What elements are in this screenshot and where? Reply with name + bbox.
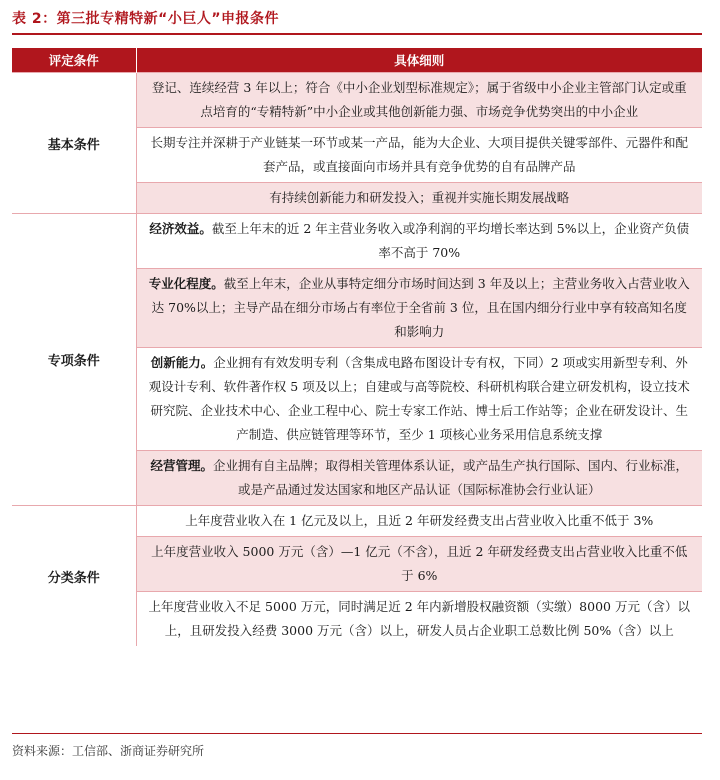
detail-cell [136,506,702,537]
detail-text: 上年度营业收入在 1 亿元及以上，且近 2 年研发经费支出占营业收入比重不低于 3% [185,513,654,528]
source-note: 资料来源：工信部、浙商证券研究所 [12,744,205,758]
detail-lead: 专业化程度。 [148,276,224,291]
detail-cell [136,348,702,451]
detail-text: 上年度营业收入不足 5000 万元，同时满足近 2 年内新增股权融资额（实缴）8000 万元（含）以上，且研发投入经费 3000 万元（含）以上，研发人员占企业职工总数比例 50%（含）以上 [148,599,690,638]
caption-divider [12,33,702,35]
detail-cell [136,128,702,183]
detail-text: 企业拥有自主品牌；取得相关管理体系认证，或产品生产执行国际、国内、行业标准，或是产品通过发达国家和地区产品认证（国际标准协会行业认证） [213,458,689,497]
table-bottom-divider [12,733,702,734]
detail-text: 截至上年末，企业从事特定细分市场时间达到 3 年及以上；主营业务收入占营业收入达 70%以上；主导产品在细分市场占有率位于全省前 3 位，且在国内细分行业中享有较高知名度和影响力 [151,276,690,339]
detail-cell [136,183,702,214]
detail-text: 上年度营业收入 5000 万元（含）—1 亿元（不含），且近 2 年研发经费支出占营业收入比重不低于 6% [151,544,688,583]
detail-text: 登记、连续经营 3 年以上；符合《中小企业划型标准规定》；属于省级中小企业主管部门认定或重点培育的“专精特新”中小企业或其他创新能力强、市场竞争优势突出的中小企业 [151,80,687,119]
detail-cell [136,537,702,592]
table-row [12,214,702,269]
detail-cell [136,73,702,128]
category-special: 专项条件 [12,214,136,506]
detail-lead: 经济效益。 [149,221,212,236]
table-row [12,506,702,537]
detail-cell [136,592,702,647]
detail-cell [136,269,702,348]
detail-text: 有持续创新能力和研发投入；重视并实施长期发展战略 [269,190,570,205]
detail-text: 长期专注并深耕于产业链某一环节或某一产品，能为大企业、大项目提供关键零部件、元器件和配套产品，或直接面向市场并具有竞争优势的自有品牌产品 [150,135,688,174]
table-row [12,73,702,128]
header-criteria: 评定条件 [12,48,136,73]
category-classification: 分类条件 [12,506,136,647]
conditions-table [12,48,702,646]
detail-cell [136,451,702,506]
table-caption: 表 2：第三批专精特新“小巨人”申报条件 [12,11,280,27]
table-header-row [12,48,702,73]
header-details: 具体细则 [136,48,702,73]
detail-lead: 经营管理。 [150,458,213,473]
category-basic: 基本条件 [12,73,136,214]
detail-text: 企业拥有有效发明专利（含集成电路布图设计专有权，下同）2 项或实用新型专利、外观设计专利、软件著作权 5 项及以上；自建或与高等院校、科研机构联合建立研发机构，设立技术研究院、企业技术中心、企业工程中心、院士专家工作站、博士后工作站等；企业在研发设计、生产制造、供应链管理等环节，至少 1 项核心业务采用信息系统支撑 [148,355,690,442]
detail-text: 截至上年末的近 2 年主营业务收入或净利润的平均增长率达到 5%以上，企业资产负债率不高于 70% [211,221,690,260]
detail-cell [136,214,702,269]
detail-lead: 创新能力。 [150,355,214,370]
